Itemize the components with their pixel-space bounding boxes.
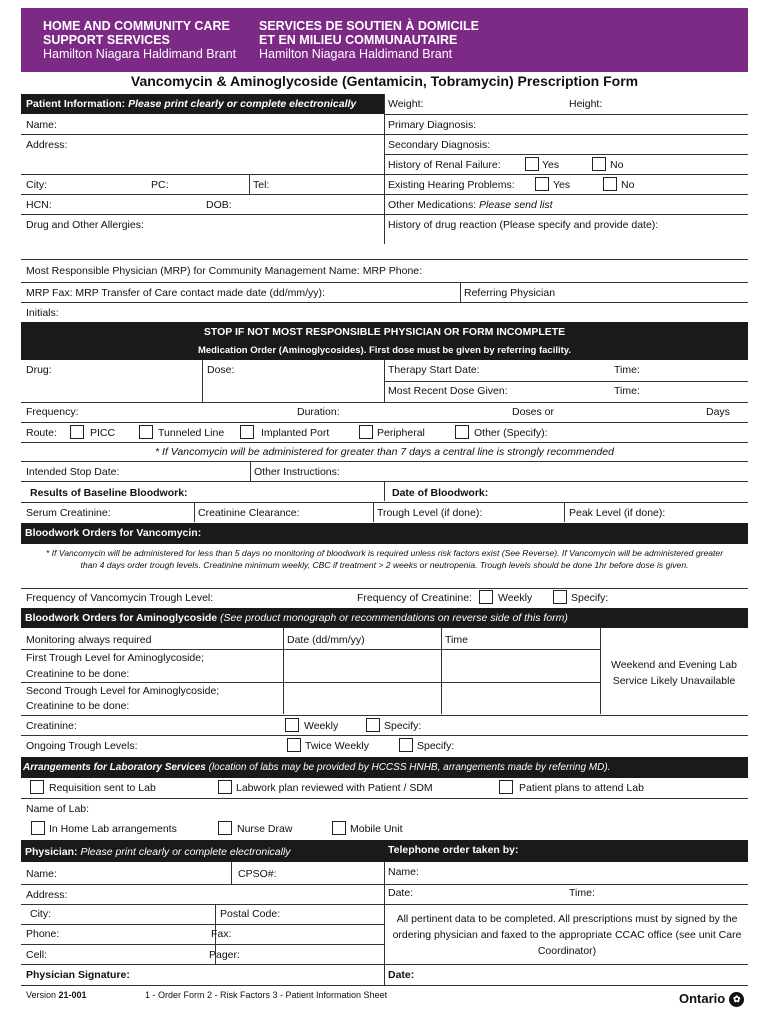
attend-lab-checkbox[interactable] xyxy=(499,780,513,794)
order-taken-date-field[interactable]: Date: xyxy=(388,887,414,899)
picc-label: PICC xyxy=(90,427,116,439)
amino-weekly-label: Weekly xyxy=(304,720,339,732)
weight-field[interactable]: Weight: xyxy=(388,98,424,110)
other-route-label: Other (Specify): xyxy=(474,427,548,439)
aminoglycoside-heading-note: (See product monograph or recommendations on reverse side of this form) xyxy=(217,612,568,624)
tunneled-checkbox[interactable] xyxy=(139,425,153,439)
vanco-weekly-checkbox[interactable] xyxy=(479,590,493,604)
peak-level-field[interactable]: Peak Level (if done): xyxy=(569,507,666,519)
frequency-field[interactable]: Frequency: xyxy=(26,406,79,418)
header-en-line2: SUPPORT SERVICES xyxy=(43,33,170,47)
other-medications-field[interactable]: Other Medications: xyxy=(388,199,477,211)
days-label: Days xyxy=(706,406,730,418)
first-trough-label: First Trough Level for Aminoglycoside; xyxy=(26,652,204,664)
primary-diagnosis-field[interactable]: Primary Diagnosis: xyxy=(388,119,477,131)
monitoring-label: Monitoring always required xyxy=(26,634,152,646)
trillium-icon: ✿ xyxy=(729,992,744,1007)
lab-name-field[interactable]: Name of Lab: xyxy=(26,803,90,815)
in-home-lab-label: In Home Lab arrangements xyxy=(49,823,177,835)
page-list: 1 - Order Form 2 - Risk Factors 3 - Patient Information Sheet xyxy=(145,990,388,1000)
physician-postal-field[interactable]: Postal Code: xyxy=(220,908,281,920)
renal-yes-label: Yes xyxy=(542,159,560,171)
header-en-line3: Hamilton Niagara Haldimand Brant xyxy=(43,47,237,61)
patient-tel-field[interactable]: Tel: xyxy=(253,179,270,191)
implanted-label: Implanted Port xyxy=(261,427,330,439)
amino-weekly-checkbox[interactable] xyxy=(285,718,299,732)
hearing-no-checkbox[interactable] xyxy=(603,177,617,191)
telephone-order-note: All pertinent data to be completed. All prescriptions must by signed by the ordering physician and faxed to the appropriate CCAC office (see unit Care Coordinator) xyxy=(392,913,742,957)
amino-creatinine-label: Creatinine: xyxy=(26,720,77,732)
physician-heading: Physician: xyxy=(25,846,78,858)
patient-hcn-field[interactable]: HCN: xyxy=(26,199,52,211)
referring-physician-field[interactable]: Referring Physician xyxy=(464,287,556,299)
renal-no-label: No xyxy=(610,159,624,171)
renal-failure-label: History of Renal Failure: xyxy=(388,159,501,171)
route-label: Route: xyxy=(26,427,57,439)
mrp-fax-transfer-field[interactable]: MRP Fax: MRP Transfer of Care contact made date (dd/mm/yy): xyxy=(26,287,325,299)
nurse-draw-label: Nurse Draw xyxy=(237,823,293,835)
amino-time-header: Time xyxy=(445,634,468,646)
signature-date-field[interactable]: Date: xyxy=(388,969,415,981)
header-english xyxy=(43,19,236,61)
hearing-yes-label: Yes xyxy=(553,179,571,191)
therapy-start-field[interactable]: Therapy Start Date: xyxy=(388,364,480,376)
stop-line1: STOP IF NOT MOST RESPONSIBLE PHYSICIAN OR FORM INCOMPLETE xyxy=(203,326,566,338)
vanco-specify-checkbox[interactable] xyxy=(553,590,567,604)
second-creatinine-label: Creatinine to be done: xyxy=(26,700,130,712)
weekend-lab-note: Weekend and Evening Lab Service Likely Unavailable xyxy=(611,659,737,687)
cpso-field[interactable]: CPSO#: xyxy=(238,868,277,880)
nurse-draw-checkbox[interactable] xyxy=(218,821,232,835)
amino-specify-checkbox[interactable] xyxy=(366,718,380,732)
baseline-results-label: Results of Baseline Bloodwork: xyxy=(30,487,188,499)
header-fr-line3: Hamilton Niagara Haldimand Brant xyxy=(259,47,453,61)
version-label: Version xyxy=(26,990,59,1000)
physician-heading-note: Please print clearly or complete electronically xyxy=(77,846,291,858)
patient-heading-note: Please print clearly or complete electronically xyxy=(125,98,357,110)
drug-field[interactable]: Drug: xyxy=(26,364,52,376)
dose-field[interactable]: Dose: xyxy=(207,364,235,376)
vancomycin-note: * If Vancomycin will be administered for less than 5 days no monitoring of bloodwork is required unless risk factors exist (See Reverse). If Vancomycin will be administered greater than 4 days order trough levels. Creatinine minimum weekly, CBC if treatment > 2 weeks or neutropenia. Trough levels should be done 1hr before dose is given. xyxy=(45,548,724,570)
amino-specify-label: Specify: xyxy=(384,720,422,732)
header-fr-line1: SERVICES DE SOUTIEN À DOMICILE xyxy=(259,19,479,33)
telephone-order-heading: Telephone order taken by: xyxy=(388,844,519,856)
first-creatinine-label: Creatinine to be done: xyxy=(26,668,130,680)
peripheral-checkbox[interactable] xyxy=(359,425,373,439)
mobile-unit-label: Mobile Unit xyxy=(350,823,403,835)
second-trough-label: Second Trough Level for Aminoglycoside; xyxy=(26,685,220,697)
recent-dose-field[interactable]: Most Recent Dose Given: xyxy=(388,385,508,397)
physician-cell-field[interactable]: Cell: xyxy=(26,949,48,961)
header-french xyxy=(259,19,479,61)
vanco-trough-frequency-field[interactable]: Frequency of Vancomycin Trough Level: xyxy=(26,592,214,604)
physician-signature-field[interactable]: Physician Signature: xyxy=(26,969,130,981)
twice-weekly-checkbox[interactable] xyxy=(287,738,301,752)
hearing-label: Existing Hearing Problems: xyxy=(388,179,515,191)
patient-name-field[interactable]: Name: xyxy=(26,119,57,131)
stop-line2: Medication Order (Aminoglycosides). First dose must be given by referring facility. xyxy=(197,345,572,356)
patient-pc-field[interactable]: PC: xyxy=(151,179,169,191)
secondary-diagnosis-field[interactable]: Secondary Diagnosis: xyxy=(388,139,491,151)
trough-level-field[interactable]: Trough Level (if done): xyxy=(377,507,483,519)
implanted-checkbox[interactable] xyxy=(240,425,254,439)
amino-date-header: Date (dd/mm/yy) xyxy=(287,634,365,646)
renal-yes-checkbox[interactable] xyxy=(525,157,539,171)
height-field[interactable]: Height: xyxy=(569,98,603,110)
physician-pager-field[interactable]: Pager: xyxy=(209,949,240,961)
ongoing-trough-label: Ongoing Trough Levels: xyxy=(26,740,138,752)
other-medications-note: Please send list xyxy=(476,199,553,211)
physician-address-field[interactable]: Address: xyxy=(26,889,68,901)
mrp-name-phone-field[interactable]: Most Responsible Physician (MRP) for Community Management Name: MRP Phone: xyxy=(26,265,423,277)
header-fr-line2: ET EN MILIEU COMMUNAUTAIRE xyxy=(259,33,458,47)
vancomycin-heading: Bloodwork Orders for Vancomycin: xyxy=(25,527,202,539)
patient-city-field[interactable]: City: xyxy=(26,179,47,191)
creatinine-frequency-label: Frequency of Creatinine: xyxy=(357,592,472,604)
hearing-no-label: No xyxy=(621,179,635,191)
lab-heading: Arrangements for Laboratory Services xyxy=(23,762,206,773)
physician-name-field[interactable]: Name: xyxy=(26,868,57,880)
lab-heading-note: (location of labs may be provided by HCCSS HNHB, arrangements made by referring MD). xyxy=(205,762,611,773)
header-en-line1: HOME AND COMMUNITY CARE xyxy=(43,19,230,33)
order-taken-time-field[interactable]: Time: xyxy=(569,887,595,899)
other-instructions-field[interactable]: Other Instructions: xyxy=(254,466,340,478)
in-home-lab-checkbox[interactable] xyxy=(31,821,45,835)
ontario-logo xyxy=(679,991,744,1007)
renal-no-checkbox[interactable] xyxy=(592,157,606,171)
peripheral-label: Peripheral xyxy=(377,427,425,439)
physician-phone-field[interactable]: Phone: xyxy=(26,928,60,940)
hearing-yes-checkbox[interactable] xyxy=(535,177,549,191)
ongoing-specify-label: Specify: xyxy=(417,740,455,752)
bloodwork-date-field[interactable]: Date of Bloodwork: xyxy=(392,487,489,499)
picc-checkbox[interactable] xyxy=(70,425,84,439)
physician-city-field[interactable]: City: xyxy=(30,908,51,920)
version-number: 21-001 xyxy=(58,990,87,1000)
duration-field[interactable]: Duration: xyxy=(297,406,340,418)
initials-field[interactable]: Initials: xyxy=(26,307,59,319)
patient-address-field[interactable]: Address: xyxy=(26,139,68,151)
labwork-plan-label: Labwork plan reviewed with Patient / SDM xyxy=(236,782,433,794)
therapy-start-time-field[interactable]: Time: xyxy=(614,364,640,376)
central-line-note: * If Vancomycin will be administered for greater than 7 days a central line is strongly recommended xyxy=(155,446,614,458)
patient-dob-field[interactable]: DOB: xyxy=(206,199,232,211)
vanco-weekly-label: Weekly xyxy=(498,592,533,604)
header-banner xyxy=(21,8,748,72)
doses-or-label: Doses or xyxy=(512,406,555,418)
order-taken-name-field[interactable]: Name: xyxy=(388,866,419,878)
mobile-unit-checkbox[interactable] xyxy=(332,821,346,835)
ongoing-specify-checkbox[interactable] xyxy=(399,738,413,752)
recent-dose-time-field[interactable]: Time: xyxy=(614,385,640,397)
stop-date-field[interactable]: Intended Stop Date: xyxy=(26,466,120,478)
vanco-specify-label: Specify: xyxy=(571,592,609,604)
creatinine-clearance-field[interactable]: Creatinine Clearance: xyxy=(198,507,300,519)
physician-fax-field[interactable]: Fax: xyxy=(211,928,232,940)
version-info xyxy=(26,990,87,1000)
attend-lab-label: Patient plans to attend Lab xyxy=(519,782,644,794)
patient-heading: Patient Information: xyxy=(26,98,126,110)
allergies-field[interactable]: Drug and Other Allergies: xyxy=(26,219,144,231)
requisition-checkbox[interactable] xyxy=(30,780,44,794)
labwork-plan-checkbox[interactable] xyxy=(218,780,232,794)
tunneled-label: Tunneled Line xyxy=(158,427,225,439)
ontario-wordmark: Ontario xyxy=(679,991,726,1006)
form-title: Vancomycin & Aminoglycoside (Gentamicin, Tobramycin) Prescription Form xyxy=(130,73,639,89)
aminoglycoside-heading: Bloodwork Orders for Aminoglycoside xyxy=(25,612,218,624)
twice-weekly-label: Twice Weekly xyxy=(305,740,369,752)
drug-reaction-field[interactable]: History of drug reaction (Please specify and provide date): xyxy=(388,219,659,231)
prescription-form xyxy=(21,94,748,986)
requisition-label: Requisition sent to Lab xyxy=(49,782,156,794)
serum-creatinine-field[interactable]: Serum Creatinine: xyxy=(26,507,111,519)
other-route-checkbox[interactable] xyxy=(455,425,469,439)
